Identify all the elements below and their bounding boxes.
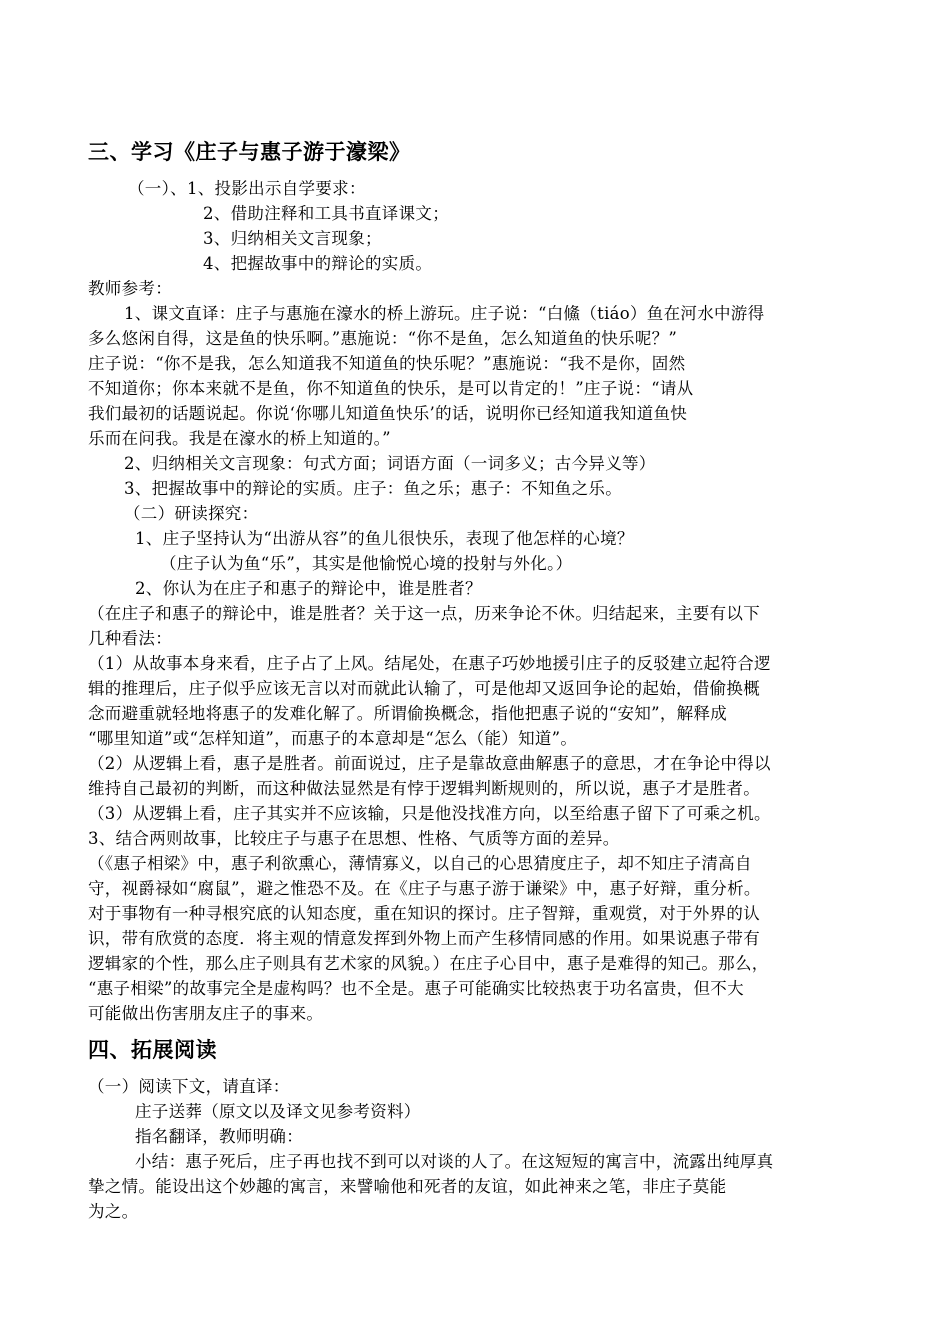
text-line: 守，视爵禄如“腐鼠”，避之惟恐不及。在《庄子与惠子游于谦梁》中，惠子好辩，重分析。 — [88, 879, 761, 898]
text-line: “惠子相梁”的故事完全是虚构吗？也不全是。惠子可能确实比较热衷于功名富贵，但不大 — [88, 979, 744, 998]
text-line: 庄子送葬（原文以及译文见参考资料） — [135, 1102, 421, 1121]
text-line: 指名翻译，教师明确： — [135, 1127, 303, 1146]
text-line: 1、庄子坚持认为“出游从容”的鱼儿很快乐，表现了他怎样的心境？ — [135, 529, 634, 548]
text-line: 挚之情。能设出这个妙趣的寓言，来譬喻他和死者的友谊，如此神来之笔，非庄子莫能 — [88, 1177, 727, 1196]
text-line: 我们最初的话题说起。你说‘你哪儿知道鱼快乐’的话，说明你已经知道我知道鱼快 — [88, 404, 688, 423]
text-line: 对于事物有一种寻根究底的认知态度，重在知识的探讨。庄子智辩，重观赏，对于外界的认 — [88, 904, 760, 923]
text-line: （庄子认为鱼“乐”，其实是他愉悦心境的投射与外化。） — [160, 554, 573, 573]
text-line: （一）阅读下文，请直译： — [88, 1077, 290, 1096]
text-line: （1）从故事本身来看，庄子占了上风。结尾处，在惠子巧妙地援引庄子的反驳建立起符合逻 — [88, 654, 771, 673]
text-line: （《惠子相梁》中，惠子利欲熏心，薄情寡义，以自己的心思猜度庄子，却不知庄子清高自 — [88, 854, 752, 873]
text-line: 庄子说：“你不是我，怎么知道我不知道鱼的快乐呢？”惠施说：“我不是你，固然 — [88, 354, 686, 373]
text-line: 乐而在问我。我是在濠水的桥上知道的。” — [88, 429, 391, 448]
text-line: 2、借助注释和工具书直译课文； — [203, 204, 449, 223]
text-line: 识，带有欣赏的态度．将主观的情意发挥到外物上而产生移情同感的作用。如果说惠子带有 — [88, 929, 760, 948]
text-line: （在庄子和惠子的辩论中，谁是胜者？关于这一点，历来争论不休。归结起来，主要有以下 — [88, 604, 760, 623]
text-line: 1、课文直译：庄子与惠施在濠水的桥上游玩。庄子说：“白鯈（tiáo）鱼在河水中游得 — [124, 304, 765, 323]
text-line: 辑的推理后，庄子似乎应该无言以对而就此认输了，可是他却又返回争论的起始，借偷换概 — [88, 679, 760, 698]
text-line: （3）从逻辑上看，庄子其实并不应该输，只是他没找准方向，以至给惠子留下了可乘之机。 — [88, 804, 771, 823]
text-line: 3、结合两则故事，比较庄子与惠子在思想、性格、气质等方面的差异。 — [88, 829, 620, 848]
text-line: 为之。 — [88, 1202, 139, 1221]
text-line: 教师参考： — [88, 279, 172, 298]
text-line: 多么悠闲自得，这是鱼的快乐啊。”惠施说：“你不是鱼，怎么知道鱼的快乐呢？” — [88, 329, 678, 348]
text-line: 2、归纳相关文言现象：句式方面；词语方面（一词多义；古今异义等） — [124, 454, 656, 473]
text-line: （2）从逻辑上看，惠子是胜者。前面说过，庄子是靠故意曲解惠子的意思，才在争论中得以 — [88, 754, 771, 773]
text-line: 小结：惠子死后，庄子再也找不到可以对谈的人了。在这短短的寓言中，流露出纯厚真 — [135, 1152, 774, 1171]
text-line: 逻辑家的个性，那么庄子则具有艺术家的风貌。）在庄子心目中，惠子是难得的知己。那么， — [88, 954, 769, 973]
text-line: 4、把握故事中的辩论的实质。 — [203, 254, 433, 273]
section-3-title: 三、学习《庄子与惠子游于濠梁》 — [88, 139, 411, 164]
text-line: 3、把握故事中的辩论的实质。庄子：鱼之乐；惠子：不知鱼之乐。 — [124, 479, 622, 498]
text-line: 维持自己最初的判断，而这种做法显然是有悖于逻辑判断规则的，所以说，惠子才是胜者。 — [88, 779, 760, 798]
text-line: 念而避重就轻地将惠子的发难化解了。所谓偷换概念，指他把惠子说的“安知”，解释成 — [88, 704, 728, 723]
text-line: 3、归纳相关文言现象； — [203, 229, 382, 248]
text-line: 不知道你；你本来就不是鱼，你不知道鱼的快乐，是可以肯定的！”庄子说：“请从 — [88, 379, 694, 398]
text-line: “哪里知道”或“怎样知道”，而惠子的本意却是“怎么（能）知道”。 — [88, 729, 578, 748]
text-line: （二）研读探究： — [124, 504, 259, 523]
text-line: （一）、1、投影出示自学要求： — [128, 179, 366, 198]
section-4-title: 四、拓展阅读 — [88, 1037, 217, 1062]
text-line: 几种看法： — [88, 629, 172, 648]
text-line: 可能做出伤害朋友庄子的事来。 — [88, 1004, 324, 1023]
text-line: 2、你认为在庄子和惠子的辩论中，谁是胜者？ — [135, 579, 482, 598]
